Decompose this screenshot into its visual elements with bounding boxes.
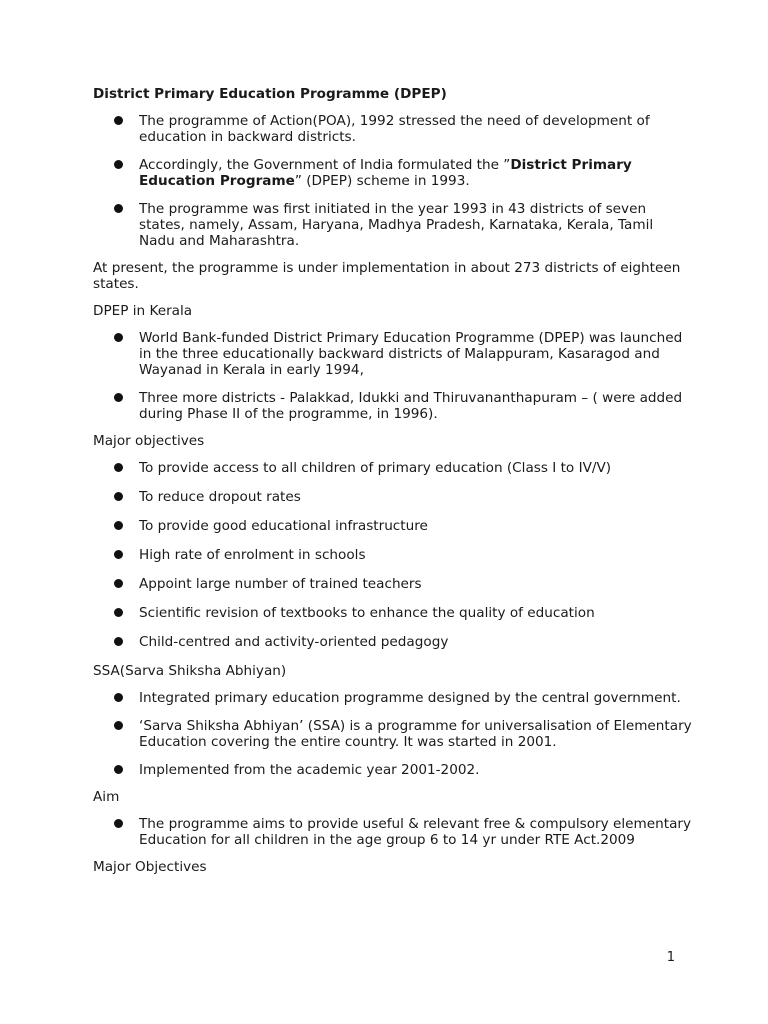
bullet-dot-icon [114, 492, 123, 501]
bullet-dot-icon [114, 393, 123, 402]
list-item [93, 390, 693, 422]
list-item-text-suffix: ” (DPEP) scheme in 1993. [294, 173, 470, 189]
bullet-dot-icon [114, 693, 123, 702]
list-item-text: ‘Sarva Shiksha Abhiyan’ (SSA) is a programme for universalisation of Elementary Education covering the entire country. It was started in 2001. [139, 718, 692, 750]
list-item [93, 201, 693, 249]
present-status-paragraph: At present, the programme is under implementation in about 273 districts of eighteen states. [93, 260, 681, 292]
list-item [93, 157, 693, 189]
bullet-dot-icon [114, 637, 123, 646]
list-item [93, 460, 693, 476]
list-item-text: Implemented from the academic year 2001-2002. [139, 762, 480, 778]
document-title: District Primary Education Programme (DPEP) [93, 86, 447, 102]
bullet-dot-icon [114, 765, 123, 774]
kerala-bullet-list [93, 330, 693, 422]
bullet-dot-icon [114, 721, 123, 730]
page-number: 1 [666, 950, 675, 965]
bullet-dot-icon [114, 579, 123, 588]
list-item-text-prefix: Accordingly, the Government of India formulated the ” [139, 157, 511, 173]
ssa-heading: SSA(Sarva Shiksha Abhiyan) [93, 663, 287, 679]
bullet-dot-icon [114, 521, 123, 530]
bullet-dot-icon [114, 333, 123, 342]
list-item-text: Child-centred and activity-oriented pedagogy [139, 634, 449, 650]
bullet-dot-icon [114, 819, 123, 828]
list-item-text: High rate of enrolment in schools [139, 547, 366, 563]
bullet-dot-icon [114, 116, 123, 125]
bullet-dot-icon [114, 204, 123, 213]
list-item [93, 489, 693, 505]
bullet-dot-icon [114, 463, 123, 472]
list-item [93, 634, 693, 650]
bullet-dot-icon [114, 160, 123, 169]
bullet-dot-icon [114, 550, 123, 559]
list-item [93, 816, 693, 848]
list-item [93, 718, 693, 750]
document-body [93, 86, 693, 886]
aim-bullet-list [93, 816, 693, 848]
list-item-text: The programme was first initiated in the year 1993 in 43 districts of seven states, namely, Assam, Haryana, Madhya Pradesh, Karnataka, Kerala, Tamil Nadu and Maharashtra. [139, 201, 654, 249]
list-item-text: The programme aims to provide useful & relevant free & compulsory elementary Education for all children in the age group 6 to 14 yr under RTE Act.2009 [139, 816, 692, 848]
aim-heading: Aim [93, 789, 120, 805]
objectives-heading: Major objectives [93, 433, 205, 449]
kerala-heading: DPEP in Kerala [93, 303, 193, 319]
list-item-text-bold: District Primary Education Programe [139, 157, 632, 189]
list-item [93, 690, 693, 706]
list-item [93, 576, 693, 592]
list-item-text: To reduce dropout rates [139, 489, 301, 505]
list-item-text: To provide good educational infrastructure [139, 518, 428, 534]
dpep-bullet-list [93, 113, 693, 249]
list-item [93, 605, 693, 621]
list-item-text: To provide access to all children of primary education (Class I to IV/V) [139, 460, 612, 476]
list-item [93, 518, 693, 534]
list-item-text: World Bank-funded District Primary Education Programme (DPEP) was launched in the three educationally backward districts of Malappuram, Kasaragod and Wayanad in Kerala in early 1994, [139, 330, 683, 378]
bullet-dot-icon [114, 608, 123, 617]
objectives-list [93, 460, 693, 650]
list-item-text: The programme of Action(POA), 1992 stressed the need of development of education in backward districts. [139, 113, 650, 145]
list-item [93, 330, 693, 378]
ssa-bullet-list [93, 690, 693, 778]
list-item-text: Three more districts - Palakkad, Idukki and Thiruvananthapuram – ( were added during Phase II of the programme, in 1996). [139, 390, 683, 422]
list-item [93, 547, 693, 563]
list-item [93, 762, 693, 778]
list-item-text: Appoint large number of trained teachers [139, 576, 422, 592]
list-item [93, 113, 693, 145]
list-item-text: Scientific revision of textbooks to enhance the quality of education [139, 605, 595, 621]
list-item-text: Integrated primary education programme designed by the central government. [139, 690, 681, 706]
major-objectives-heading: Major Objectives [93, 859, 207, 875]
